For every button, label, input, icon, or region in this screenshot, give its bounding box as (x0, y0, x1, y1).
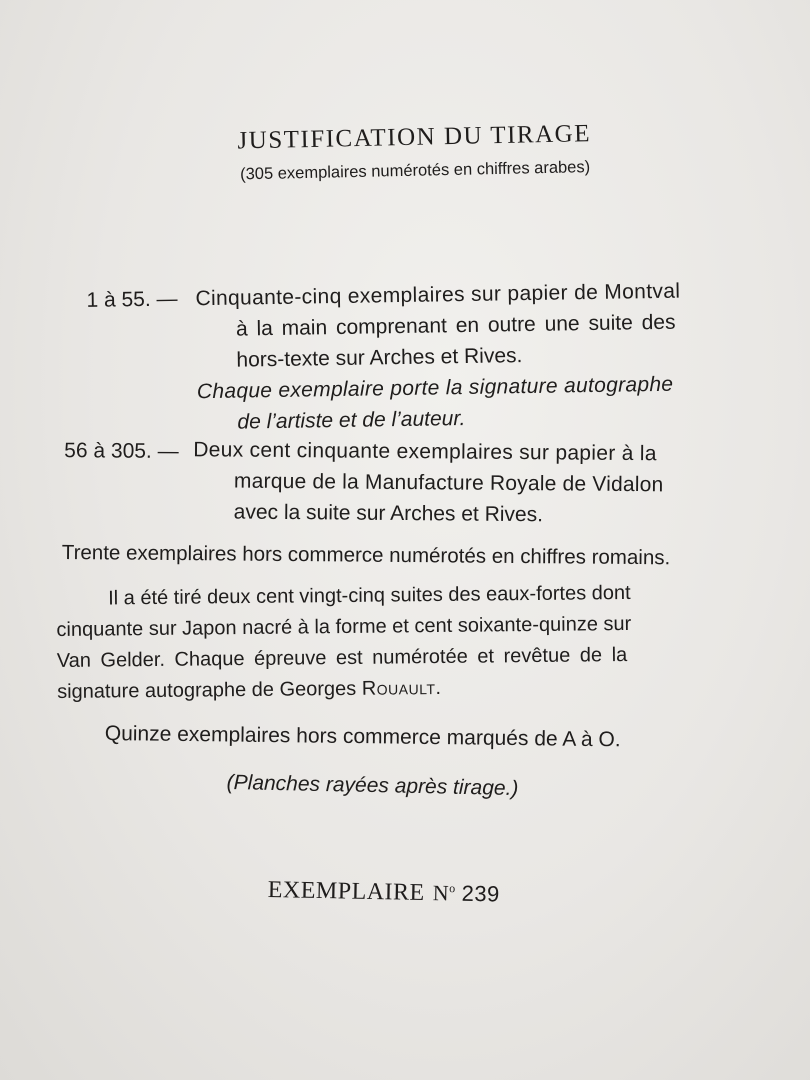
numero-symbol (432, 880, 455, 905)
entry-line: Deux cent cinquante exemplaires sur papier à la (193, 438, 657, 466)
exemplaire-number (267, 877, 500, 908)
planches-note: (Planches rayées après tirage.) (226, 770, 519, 801)
entry-italic-line: de l’artiste et de l’auteur. (237, 406, 466, 434)
quinze-note: Quinze exemplaires hors commerce marqués de A à O. (104, 721, 621, 752)
entry-number: 1 à 55. — (86, 287, 178, 312)
artist-surname: Rouault (361, 677, 436, 700)
entry-line: avec la suite sur Arches et Rives. (233, 500, 544, 527)
entry-line: hors-texte sur Arches et Rives. (236, 344, 523, 372)
suites-end: . (435, 676, 442, 700)
page-subtitle: (305 exemplaires numérotés en chiffres arabes) (239, 158, 591, 184)
entry-italic-line: Chaque exemplaire porte la signature autographe (196, 372, 674, 404)
entry-line: Cinquante-cinq exemplaires sur papier de Montval (195, 279, 681, 311)
suites-line: Van Gelder. Chaque épreuve est numérotée et revêtue de la (56, 644, 628, 672)
suites-line: signature autographe de Georges (57, 677, 362, 703)
exemplaire-label: EXEMPLAIRE (267, 877, 425, 907)
entry-line: marque de la Manufacture Royale de Vidalon (233, 469, 664, 497)
page-title: JUSTIFICATION DU TIRAGE (237, 120, 592, 155)
suites-line-last (57, 671, 632, 708)
suites-paragraph (56, 578, 632, 708)
suites-line: Il a été tiré deux cent vingt-cinq suites des eaux-fortes dont (108, 581, 631, 610)
numero-letter: N (432, 880, 450, 906)
numero-sup: o (449, 881, 456, 896)
entry-number: 56 à 305. — (64, 439, 179, 464)
suites-line: cinquante sur Japon nacré à la forme et cent soixante-quinze sur (56, 612, 632, 641)
exemplaire-value: 239 (461, 880, 501, 907)
entry-line: à la main comprenant en outre une suite des (235, 310, 676, 341)
hors-commerce-note: Trente exemplaires hors commerce numérotés en chiffres romains. (61, 540, 671, 570)
